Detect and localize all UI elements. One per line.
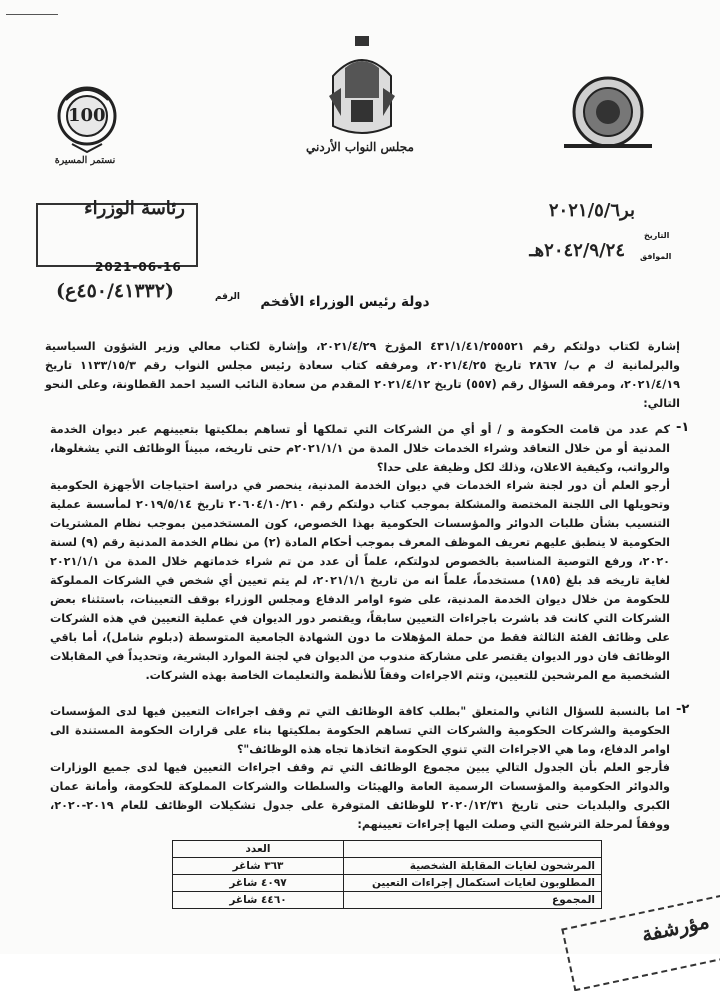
item-2-text: اما بالنسبة للسؤال الثاني والمتعلق "بطلب كافة الوظائف التي تم وقف اجراءات التعيين فيها لدى المؤسسات الحكومية والشركات الحكومية والشركات التي تساهم الحكومة بملكيتها بناء على قرارات الحكومة المستندة الى اوامر الدفاع، وما هي الاجراءات التي تنوي الحكومة اتخاذها تجاه هذه الوظائف"؟ [50, 705, 670, 756]
handwritten-date-bottom: ٢٠٤٢/٩/٢٤هـ [529, 240, 625, 261]
table-cell-label: المطلوبون لغايات استكمال إجراءات التعيين [344, 875, 602, 892]
table-row [173, 892, 602, 909]
item-2-answer: فأرجو العلم بأن الجدول التالي يبين مجموع الوظائف التي تم وقف اجراءات التعيين فيها لدى جميع الوزارات والدوائر الحكومية والمؤسسات الرسمية العامة والهيئات والسلطات والشركات المملوكة للحكومة، وأمانة عمان الكبرى والبلديات حتى تاريخ ٢٠٢٠/١٢/٣١ للوظائف المتوفرة على جدول تشكيلات الوظائف للعام ٢٠١٩-٢٠٢٠، ووفقاً لمرحلة الترشيح التي وصلت اليها إجراءات تعيينهم: [50, 761, 670, 831]
centennial-number: 100 [68, 105, 106, 126]
scan-mark [6, 14, 58, 15]
item-1-answer: أرجو العلم أن دور لجنة شراء الخدمات في ديوان الخدمة المدنية، ينحصر في دراسة احتياجات الأجهزة الحكومية وتحويلها الى اللجنة المختصة والمشكلة بموجب كتاب دولتكم رقم ٢٠٦٠٤/١٠/٢١٠ تاريخ ٢٠١٩/٥/١٤ لمأسسة عملية التنسيب بشأن طلبات الدوائر والمؤسسات الحكومية بهذا الخصوص، كون المستخدمين بموجب نظام المشتريات الحكومية لا ينطبق عليهم تعريف الموظف المعرف بموجب أحكام المادة (٢) من نظام الخدمة المدنية رقم (٩) لسنة ٢٠٢٠، ورفع التوصية المناسبة بالخصوص لدولتكم، علماً أن عدد من تم شراء خدماتهم خلال المدة من ٢٠٢١/١/١ لغاية تاريخه قد بلغ (١٨٥) مستخدماً، علماً انه من تاريخ ٢٠٢١/١/١، لم يتم تعيين أي شخص في الشركات المملوكة للحكومة من خلال ديوان الخدمة المدنية، على ضوء اوامر الدفاع ومجلس الوزراء بوقف التعيينات، باستثناء بعض الشركات التي كانت قد باشرت باجراءات التعيين سابقاً، ويقتصر دور الديوان في عملية التعيين في هذه الشركات على وظائف الفئة الثالثة فقط من حملة المؤهلات ما دون الشهادة الجامعية المتوسطة (دبلوم شامل)، أما باقي الوظائف فان دور الديوان يقتصر على مشاركة مندوب من الديوان في لجنة الموارد البشرية، وتحديداً في المقابلات الشخصية مع المرشحين للتعيين، وتتم الاجراءات وفقاً للأنظمة والتعليمات الخاصة بهذه الشركات. [50, 479, 671, 682]
corresponding-label: الموافق [640, 252, 672, 261]
vacancies-table [172, 840, 602, 909]
table-header-count: العدد [173, 841, 344, 858]
table-row [173, 875, 602, 892]
ref-value: (٤٥٠/٤١٣٣٢ع) [56, 280, 174, 302]
stamp-date: 2021-06-16 [95, 260, 182, 274]
stamp-title: رئاسة الوزراء [84, 198, 185, 219]
table-row [173, 858, 602, 875]
item-1-number: -١ [676, 420, 690, 435]
addressee: دولة رئيس الوزراء الأفخم [260, 294, 430, 310]
archive-stamp-text: مؤرشفة [639, 908, 712, 947]
coat-of-arms-icon [327, 36, 397, 141]
centennial-caption: نستمر المسيرة [54, 155, 116, 166]
parliament-caption: مجلس النواب الأردني [306, 140, 414, 154]
intro-paragraph: إشارة لكتاب دولتكم رقم ٤٣١/١/٤١/٢٥٥٥٢١ المؤرخ ٢٠٢١/٤/٢٩، وإشارة لكتاب معالي وزير الشؤون السياسية والبرلمانية ك م ب/ ٢٨٦٧ تاريخ ٢٠٢١/٤/٢٥، ومرفقه كتاب سعادة رئيس مجلس النواب رقم ١١٣٣/١٥/٣ تاريخ ٢٠٢١/٤/١٩، ومرفقه السؤال رقم (٥٥٧) تاريخ ٢٠٢١/٤/١٢ المقدم من سعادة النائب السيد احمد القطاونة، وعلى النحو التالي: [45, 340, 680, 410]
table-header-blank [344, 841, 602, 858]
item-1-text: كم عدد من قامت الحكومة و / أو أي من الشركات التي تملكها أو تساهم بملكيتها بتعيينهم عبر ديوان الخدمة المدنية أو من خلال التعاقد وشراء الخدمات خلال المدة من ٢٠٢١/١/١م حتى تاريخه، مبيناً الوظائف التي يشغلوها، والرواتب، وكيفية الاعلان، وذلك لكل وظيفة على حدا؟ [50, 423, 671, 474]
item-2-number: -٢ [676, 702, 690, 717]
table-cell-label: المجموع [344, 892, 602, 909]
table-cell-label: المرشحون لغايات المقابلة الشخصية [344, 858, 602, 875]
table-cell-value: ٤٠٩٧ شاغر [173, 875, 344, 892]
handwritten-date-top: بر٢٠٢١/٥/٦ [548, 200, 635, 221]
table-cell-value: ٤٤٦٠ شاغر [173, 892, 344, 909]
table-cell-value: ٣٦٣ شاغر [173, 858, 344, 875]
table-header-row [173, 841, 602, 858]
ministry-emblem [560, 72, 656, 154]
ref-label: الرقم [215, 292, 241, 302]
date-label: التاريخ [644, 231, 670, 240]
